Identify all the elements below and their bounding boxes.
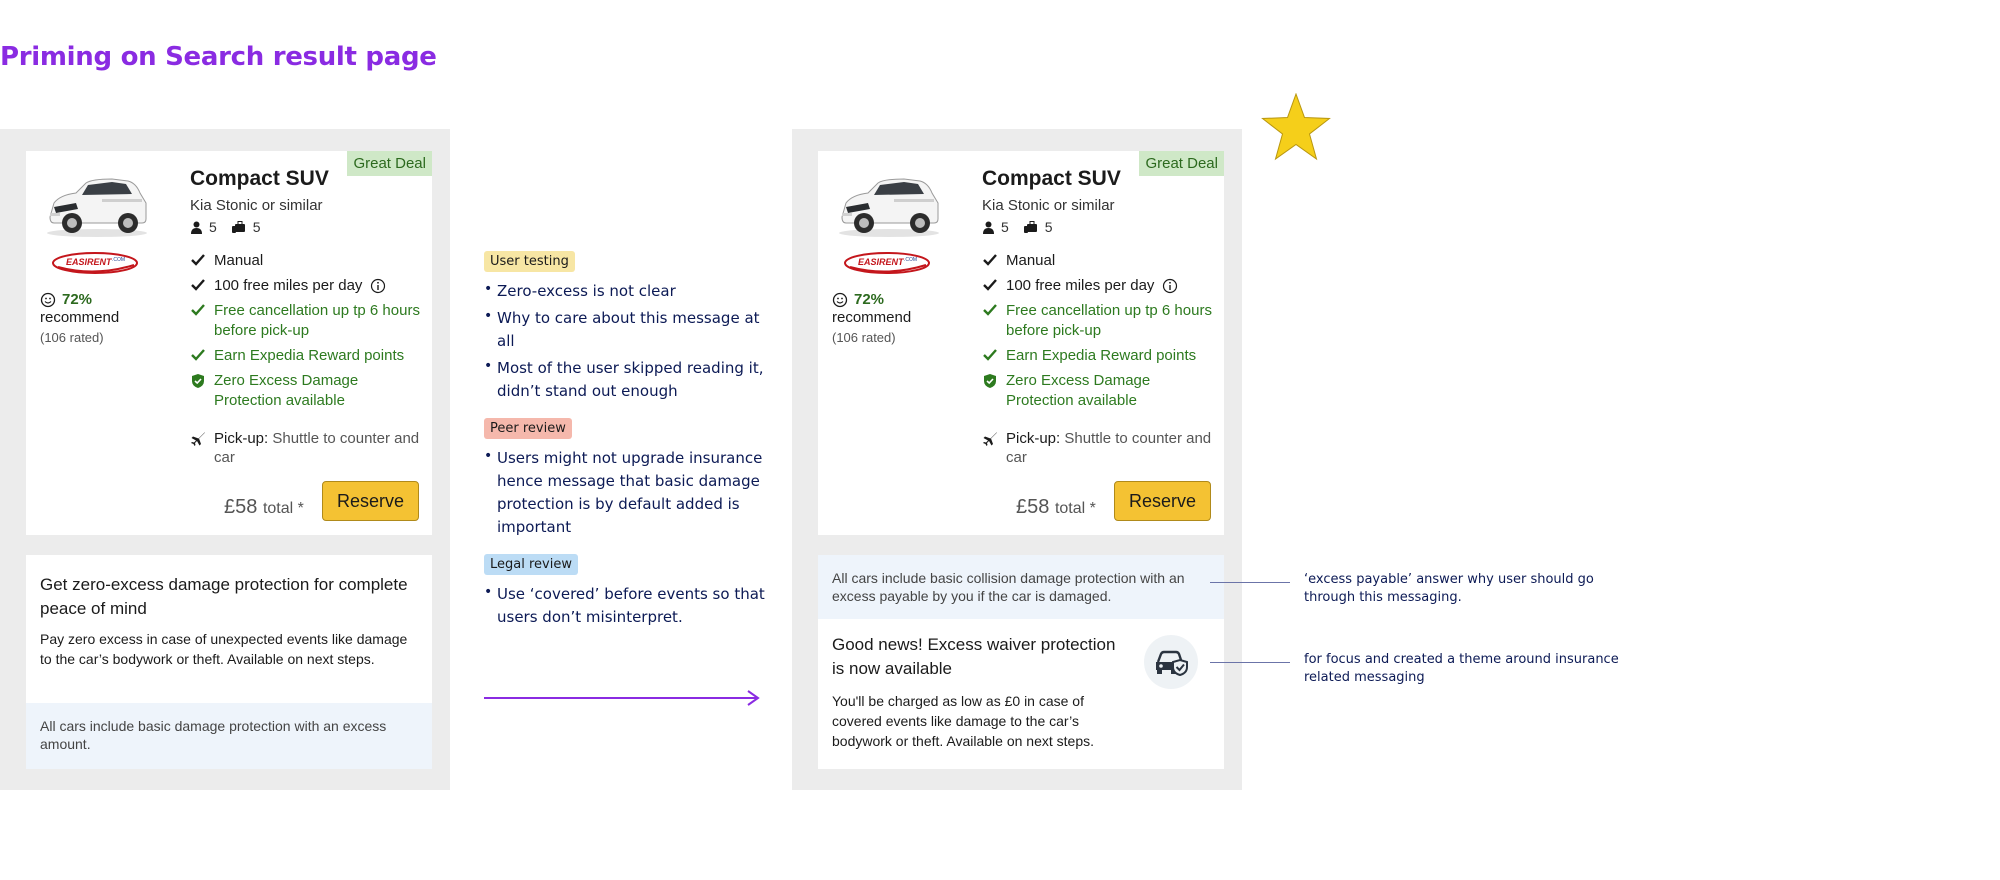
right-arrow-icon	[484, 690, 764, 706]
annotation-line	[1210, 582, 1290, 583]
annotation-line	[1210, 662, 1290, 663]
price-suffix: total *	[1054, 500, 1096, 517]
car-image	[834, 169, 944, 241]
review-notes	[484, 250, 774, 643]
promo-headline: Get zero-excess damage protection for complete peace of mind	[40, 575, 408, 618]
svg-text:.COM: .COM	[904, 257, 918, 263]
pickup-label: Pick-up:	[1006, 430, 1061, 447]
check-icon	[190, 278, 206, 292]
basic-protection-note: All cars include basic collision damage protection with an excess payable by you if the car is damaged.	[818, 555, 1224, 619]
rating-block	[40, 291, 160, 348]
passenger-count: 5	[1001, 219, 1009, 235]
easirent-logo	[52, 251, 138, 275]
check-icon	[982, 278, 998, 292]
note-item: • Zero-excess is not clear	[484, 280, 774, 303]
capacity-row	[982, 219, 1222, 235]
star-icon	[1261, 93, 1331, 161]
promo-headline: Good news! Excess waiver protection is now available	[832, 635, 1116, 678]
feature-list	[982, 251, 1217, 416]
user-testing-tag: User testing	[484, 251, 575, 272]
peer-review-notes	[484, 417, 774, 539]
check-icon	[982, 348, 998, 362]
feature-item: Free cancellation up tp 6 hours before pick-up	[190, 301, 425, 341]
promo-footer: All cars include basic damage protection with an excess amount.	[26, 703, 432, 769]
svg-text:EASIRENT: EASIRENT	[66, 257, 112, 267]
feature-item: Earn Expedia Reward points	[190, 346, 425, 366]
feature-item: Earn Expedia Reward points	[982, 346, 1217, 366]
car-title: Compact SUV	[982, 167, 1121, 190]
info-icon[interactable]	[370, 278, 386, 294]
great-deal-badge: Great Deal	[1139, 151, 1224, 176]
feature-item: Zero Excess Damage Protection available	[190, 371, 425, 411]
pickup-value: Shuttle to counter and car	[1006, 430, 1212, 466]
rating-count: (106 rated)	[832, 330, 896, 345]
info-icon[interactable]	[1162, 278, 1178, 294]
annotation-excess-payable: ‘excess payable’ answer why user should go through this messaging.	[1304, 572, 1594, 605]
feature-item: 100 free miles per day	[190, 276, 425, 296]
luggage-icon	[1023, 221, 1039, 234]
easirent-logo	[844, 251, 930, 275]
price-suffix: total *	[262, 500, 304, 517]
reserve-button[interactable]: Reserve	[322, 481, 419, 521]
car-subtitle: Kia Stonic or similar	[982, 197, 1115, 214]
svg-text:.COM: .COM	[112, 257, 126, 263]
car-title: Compact SUV	[190, 167, 329, 190]
car-info	[982, 167, 1222, 235]
passenger-count: 5	[209, 219, 217, 235]
page-title: Priming on Search result page	[0, 42, 437, 72]
car-result-card[interactable]	[26, 151, 432, 535]
check-icon	[982, 303, 998, 317]
pickup-info	[190, 429, 425, 467]
pickup-label: Pick-up:	[214, 430, 269, 447]
car-image	[42, 169, 152, 241]
note-item: • Users might not upgrade insurance hence message that basic damage protection is by default added is important	[484, 447, 774, 539]
rating-percent: 72%	[854, 291, 885, 308]
plane-icon	[190, 431, 206, 447]
luggage-icon	[231, 221, 247, 234]
user-testing-notes	[484, 250, 774, 403]
promo-body: You'll be charged as low as £0 in case of covered events like damage to the car’s bodywork or theft. Available on next steps.	[832, 693, 1095, 749]
car-info	[190, 167, 430, 235]
price	[1016, 496, 1096, 519]
check-icon	[190, 348, 206, 362]
price-amount: £58	[224, 496, 258, 518]
check-icon	[190, 303, 206, 317]
note-item: • Use ‘covered’ before events so that users don’t misinterpret.	[484, 583, 774, 629]
peer-review-tag: Peer review	[484, 418, 572, 439]
feature-item: 100 free miles per day	[982, 276, 1217, 296]
zero-excess-promo[interactable]	[26, 555, 432, 769]
smiley-icon	[832, 292, 848, 308]
note-item: • Why to care about this message at all	[484, 307, 774, 353]
rating-label: recommend	[40, 309, 120, 326]
feature-item: Free cancellation up tp 6 hours before pick-up	[982, 301, 1217, 341]
person-icon	[982, 221, 995, 234]
excess-waiver-promo[interactable]	[818, 555, 1224, 769]
legal-review-tag: Legal review	[484, 554, 578, 575]
rating-count: (106 rated)	[40, 330, 104, 345]
feature-item: Manual	[190, 251, 425, 271]
price-amount: £58	[1016, 496, 1050, 518]
pickup-value: Shuttle to counter and car	[214, 430, 420, 466]
annotation-theme: for focus and created a theme around insurance related messaging	[1304, 652, 1619, 685]
feature-list	[190, 251, 425, 416]
shield-check-icon	[190, 373, 206, 389]
check-icon	[982, 253, 998, 267]
shield-check-icon	[982, 373, 998, 389]
feature-item: Zero Excess Damage Protection available	[982, 371, 1217, 411]
pickup-info	[982, 429, 1217, 467]
rating-label: recommend	[832, 309, 912, 326]
legal-review-notes	[484, 553, 774, 629]
great-deal-badge: Great Deal	[347, 151, 432, 176]
smiley-icon	[40, 292, 56, 308]
after-variant-panel	[792, 129, 1242, 790]
check-icon	[190, 253, 206, 267]
car-shield-icon	[1144, 635, 1198, 689]
capacity-row	[190, 219, 430, 235]
person-icon	[190, 221, 203, 234]
rating-block	[832, 291, 952, 348]
car-result-card[interactable]	[818, 151, 1224, 535]
price	[224, 496, 304, 519]
bag-count: 5	[252, 219, 261, 235]
feature-item: Manual	[982, 251, 1217, 271]
bag-count: 5	[1044, 219, 1053, 235]
car-subtitle: Kia Stonic or similar	[190, 197, 323, 214]
svg-text:EASIRENT: EASIRENT	[858, 257, 904, 267]
plane-icon	[982, 431, 998, 447]
reserve-button[interactable]: Reserve	[1114, 481, 1211, 521]
before-variant-panel	[0, 129, 450, 790]
rating-percent: 72%	[62, 291, 93, 308]
note-item: • Most of the user skipped reading it, didn’t stand out enough	[484, 357, 774, 403]
promo-body: Pay zero excess in case of unexpected events like damage to the car’s bodywork or theft. Available on next steps.	[40, 631, 408, 667]
